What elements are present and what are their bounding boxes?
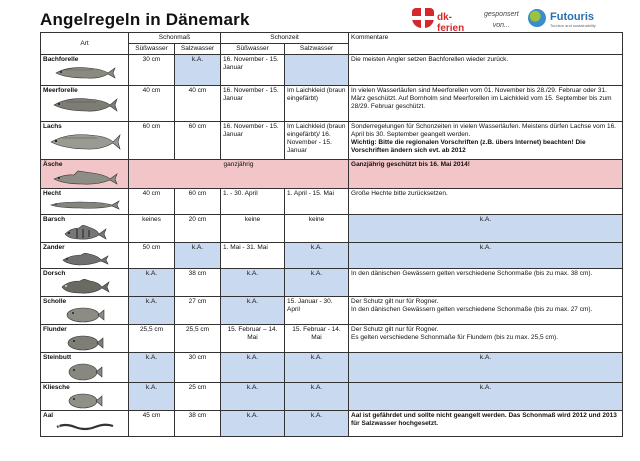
dab-icon [67, 393, 103, 409]
table-row: Steinbutt k.A. 30 cm k.A. k.A. k.A. [41, 353, 623, 383]
fish-name: Lachs [43, 123, 62, 130]
turbot-icon [67, 363, 103, 381]
pike-icon [50, 199, 120, 211]
fish-name: Barsch [43, 216, 66, 223]
perch-icon [63, 225, 107, 241]
table-row: Kliesche k.A. 25 cm k.A. k.A. k.A. [41, 383, 623, 411]
fish-name: Bachforelle [43, 56, 79, 63]
table-row: Aal 45 cm 38 cm k.A. k.A. Aal ist gefährdet und sollte nicht geangelt werden. Das Schonmaß wird 2012 und 2013 für Salzwasser hochgesetzt. [41, 411, 623, 437]
header-sz-salz: Salzwasser [285, 44, 349, 55]
table-row: Meerforelle 40 cm 40 cm 16. November - 15. Januar Im Laichkleid (braun eingefärbt) In vielen Wasserläufen sind Meerforellen vom 01. November bis 28./29. Februar oder 31. März geschützt. Auf Bornholm sind Meerforellen im Laichkleid vom 15. September bis zum 28/29. Februar geschützt. [41, 86, 623, 122]
table-row: Scholle k.A. 27 cm k.A. 15. Januar - 30. April Der Schutz gilt nur für Rogner. In den dänischen Gewässern gelten verschiedene Schonmaße (bis zu max. 27 cm). [41, 297, 623, 325]
table-row: Zander 50 cm k.A. 1. Mai - 31. Mai k.A. k.A. [41, 243, 623, 269]
fish-name: Steinbutt [43, 354, 72, 361]
fish-name: Dorsch [43, 270, 66, 277]
futouris-circle-icon [528, 9, 546, 27]
brand-name: dk-ferien [437, 12, 465, 34]
table-row: Flunder 25,5 cm 25,5 cm 15. Februar – 14. Mai 15. Februar - 14. Mai Der Schutz gilt nur für Rogner. Es gelten verschiedene Schonmaße für Flundern (bis zu max. 25,5 cm). [41, 325, 623, 353]
table-row: Lachs 60 cm 60 cm 16. November - 15. Januar Im Laichkleid (braun eingefärbt)/ 16. November - 15. Januar Sonderregelungen für Schonzeiten in vielen Wasserläufen. Meistens dürfen Lachse vom 16. April bis 30. September geangelt werden. Wichtig: Bitte die regionalen Vorschriften (z.B. übers Internet) beachten! Die Vorschriften ändern sich evt. ab 2012 [41, 122, 623, 160]
grayling-icon [52, 170, 118, 186]
danish-heart-flag-icon [412, 8, 434, 28]
table-row: Bachforelle 30 cm k.A. 16. November - 15. Januar Die meisten Angler setzen Bachforellen wieder zurück. [41, 55, 623, 86]
salmon-icon [49, 132, 121, 152]
header-schonmass: Schonmaß [129, 33, 221, 44]
dk-ferien-logo [410, 6, 476, 32]
eel-icon [55, 421, 115, 433]
table-row: Äsche ganzjährig Ganzjährig geschützt bis 16. Mai 2014! [41, 160, 623, 189]
fish-name: Flunder [43, 326, 67, 333]
fish-name: Scholle [43, 298, 67, 305]
table-row: Dorsch k.A. 38 cm k.A. k.A. In den dänischen Gewässern gelten verschiedene Schonmaße (bis zu max. 38 cm). [41, 269, 623, 297]
header-sm-salz: Salzwasser [175, 44, 221, 55]
sea-trout-icon [52, 96, 118, 114]
fish-name: Äsche [43, 161, 63, 168]
header-schonzeit: Schonzeit [221, 33, 349, 44]
flounder-icon [66, 335, 104, 351]
header-sz-suess: Süßwasser [221, 44, 285, 55]
fish-name: Hecht [43, 190, 62, 197]
header-art: Art [41, 33, 129, 55]
trout-icon [54, 65, 116, 81]
cod-icon [60, 279, 110, 295]
table-row: Hecht 40 cm 60 cm 1. - 30. April 1. April - 15. Mai Große Hechte bitte zurücksetzen. [41, 189, 623, 215]
fish-name: Meerforelle [43, 87, 78, 94]
fish-name: Zander [43, 244, 65, 251]
fishing-rules-table [40, 32, 623, 437]
sponsor-text: gesponsert von... [484, 11, 519, 29]
header-kommentare: Kommentare [349, 33, 623, 55]
page-title: Angelregeln in Dänemark [40, 10, 250, 29]
futouris-logo: Futouris Tourism and sustainability [528, 6, 608, 32]
plaice-icon [65, 307, 105, 323]
zander-icon [61, 253, 109, 267]
table-row: Barsch keines 20 cm keine keine k.A. [41, 215, 623, 243]
header-sm-suess: Süßwasser [129, 44, 175, 55]
fish-name: Aal [43, 412, 54, 419]
fish-name: Kliesche [43, 384, 70, 391]
